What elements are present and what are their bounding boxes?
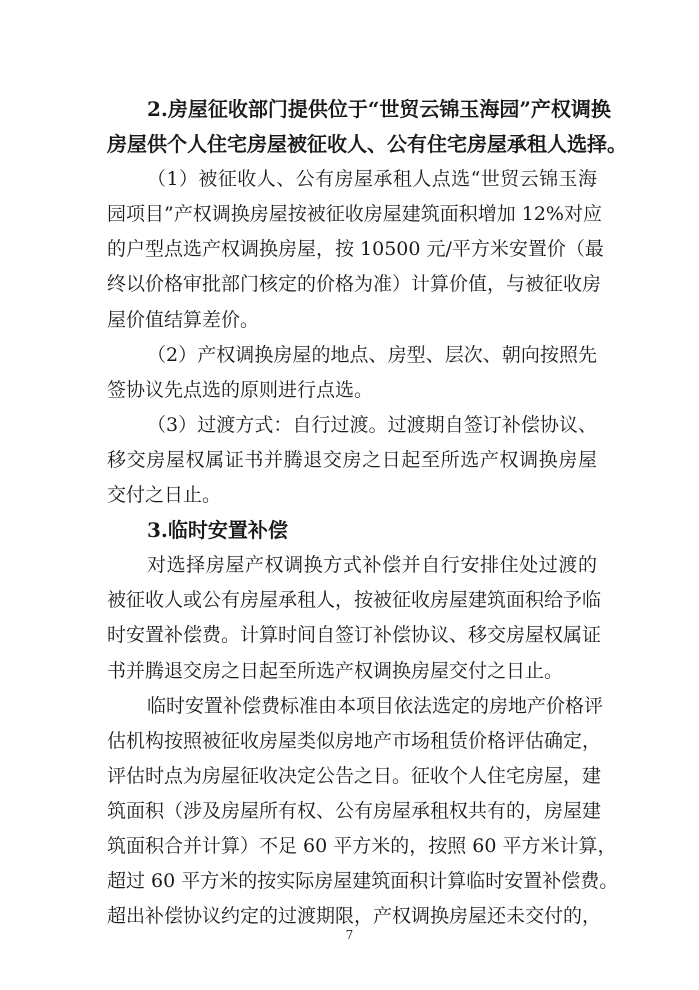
paragraph-line: 筑面积合并计算）不足 60 平方米的，按照 60 平方米计算， (107, 834, 617, 857)
body-text (107, 92, 627, 934)
paragraph-line: （2）产权调换房屋的地点、房型、层次、朝向按照先 (147, 343, 597, 366)
heading-2-line-2: 房屋供个人住宅房屋被征收人、公有住宅房屋承租人选择。 (107, 132, 627, 157)
paragraph-line: 书并腾退交房之日起至所选产权调换房屋交付之日止。 (107, 659, 564, 682)
paragraph-line: （3）过渡方式：自行过渡。过渡期自签订补偿协议、 (147, 413, 597, 436)
paragraph-line: 评估时点为房屋征收决定公告之日。征收个人住宅房屋，建 (107, 764, 602, 787)
paragraph-line: 超过 60 平方米的按实际房屋建筑面积计算临时安置补偿费。 (107, 870, 619, 893)
paragraph-line: 移交房屋权属证书并腾退交房之日起至所选产权调换房屋 (107, 448, 597, 471)
paragraph-line: 超出补偿协议约定的过渡期限，产权调换房屋还未交付的， (107, 905, 602, 928)
paragraph-line: 估机构按照被征收房屋类似房地产市场租赁价格评估确定， (107, 729, 602, 752)
paragraph-line: 屋价值结算差价。 (107, 308, 260, 331)
paragraph-line: 对选择房屋产权调换方式补偿并自行安排住处过渡的 (147, 554, 597, 577)
heading-2-line-1: 2.房屋征收部门提供位于“世贸云锦玉海园”产权调换 (147, 97, 611, 121)
paragraph-line: （1）被征收人、公有房屋承租人点选“世贸云锦玉海 (147, 168, 597, 191)
paragraph-line: 签协议先点选的原则进行点选。 (107, 378, 374, 401)
paragraph-line: 交付之日止。 (107, 484, 222, 507)
paragraph-line: 被征收人或公有房屋承租人，按被征收房屋建筑面积给予临 (107, 589, 602, 612)
paragraph-line: 终以价格审批部门核定的价格为准）计算价值，与被征收房 (107, 273, 602, 296)
paragraph-line: 园项目”产权调换房屋按被征收房屋建筑面积增加 12%对应 (107, 203, 602, 226)
paragraph-line: 临时安置补偿费标准由本项目依法选定的房地产价格评 (147, 694, 604, 717)
paragraph-line: 的户型点选产权调换房屋，按 10500 元/平方米安置价（最 (107, 238, 604, 261)
paragraph-line: 时安置补偿费。计算时间自签订补偿协议、移交房屋权属证 (107, 624, 602, 647)
heading-3: 3.临时安置补偿 (147, 518, 288, 543)
paragraph-line: 筑面积（涉及房屋所有权、公有房屋承租权共有的，房屋建 (107, 799, 602, 822)
page-number: 7 (345, 928, 354, 942)
